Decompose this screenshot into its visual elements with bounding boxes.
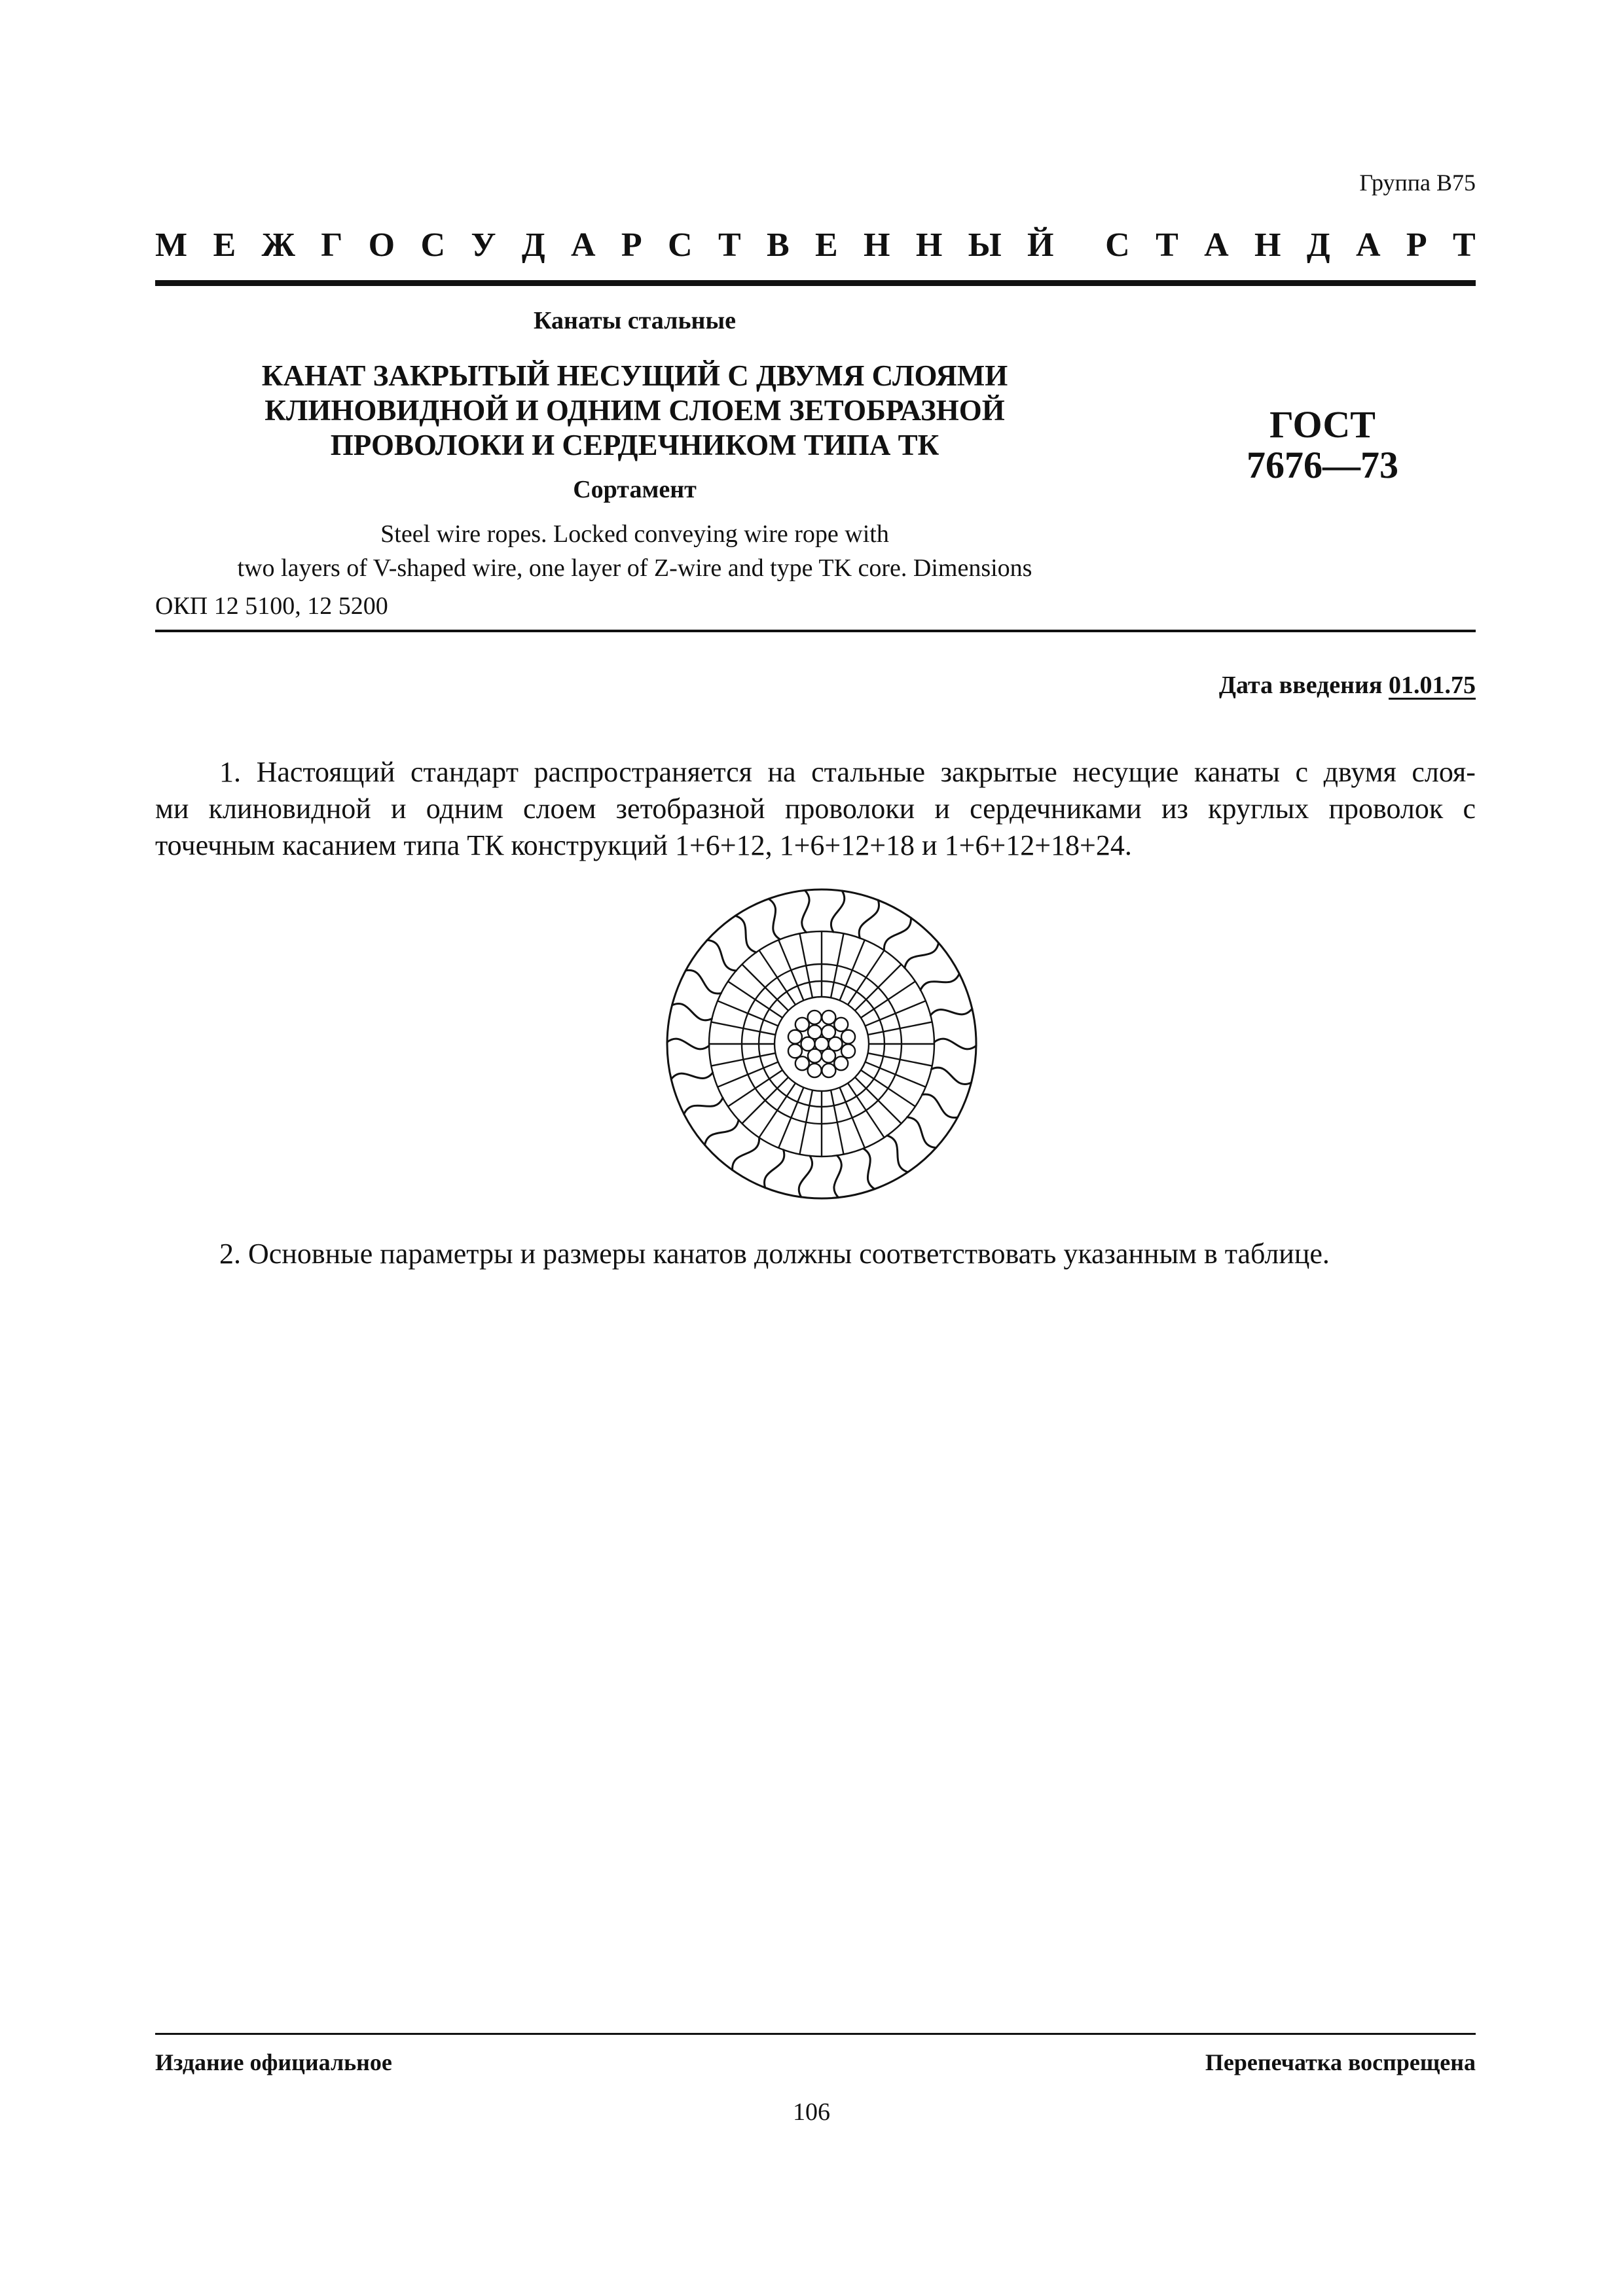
z-wire [733,1138,759,1170]
core-wire [822,1064,835,1077]
v-wire-divider [742,964,788,1011]
okp-code: ОКП 12 5100, 12 5200 [155,592,388,620]
document-title [155,359,1114,463]
core-wire [822,1049,835,1063]
paragraph-line: точечным касанием типа ТК конструкций 1+6+12, 1+6+12+18 и 1+6+12+18+24. [155,829,1132,861]
english-title-line: two layers of V-shaped wire, one layer of Z-wire and type TK core. Dimensions [237,554,1032,582]
word: стальные [811,756,926,788]
banner-letter: Е [213,226,236,264]
banner-letter: А [1204,226,1229,264]
page-number: 106 [793,2098,830,2126]
word: стандарт [410,756,519,788]
banner-letter: Т [1156,226,1178,264]
word: клиновидной [208,793,371,825]
v-wire-divider [840,940,865,1000]
paragraph-1 [155,754,1476,864]
z-wire [864,1149,875,1189]
v-wire-divider [718,1001,778,1026]
v-wire-divider [718,1062,778,1087]
rope-cross-section-figure [661,884,982,1204]
word: проволок [1328,793,1444,825]
v-wire-divider [778,940,803,1000]
z-wire [859,900,879,938]
subject-heading: Канаты стальные [534,307,736,334]
v-wire-divider [728,981,782,1018]
gost-label: ГОСТ [1269,403,1376,446]
word: ми [155,793,189,825]
banner-letter: Н [915,226,943,264]
v-wire-divider [855,964,902,1011]
z-wire [764,1150,784,1188]
introduction-date [1219,671,1476,700]
banner-letter: Е [815,226,838,264]
word: Настоящий [256,756,395,788]
banner-letter: В [766,226,790,264]
word: слоя- [1412,756,1476,788]
title-line: ПРОВОЛОКИ И СЕРДЕЧНИКОМ ТИПА ТК [330,429,939,461]
v-wire-divider [759,950,795,1005]
banner-letter: У [471,226,496,264]
banner-letter: Р [1406,226,1427,264]
v-wire-divider [840,1088,865,1148]
banner-letter: С [1105,226,1130,264]
paragraph-line [155,754,1476,791]
word: из [1161,793,1188,825]
z-wire [934,1039,976,1049]
v-wire-divider [848,950,884,1005]
z-wire [905,943,939,968]
paragraph-2: 2. Основные параметры и размеры канатов должны соответствовать указанным в таблице. [219,1238,1330,1270]
gost-designation [1172,404,1473,486]
z-wire [672,1004,712,1020]
v-wire-divider [855,1077,902,1124]
v-wire-divider [728,1070,782,1107]
word: проволоки [784,793,915,825]
title-line: КЛИНОВИДНОЙ И ОДНИМ СЛОЕМ ЗЕТОБРАЗНОЙ [264,394,1005,427]
banner-letter: А [571,226,596,264]
word: сердечниками [970,793,1142,825]
english-title-line: Steel wire ropes. Locked conveying wire rope with [380,520,889,548]
v-wire-divider [866,1001,926,1026]
paragraph-line [155,791,1476,827]
word: одним [426,793,503,825]
core-wire [795,1056,809,1070]
z-wire [667,1039,709,1049]
title-line: КАНАТ ЗАКРЫТЫЙ НЕСУЩИЙ С ДВУМЯ СЛОЯМИ [261,359,1008,392]
z-wire [769,899,780,939]
banner-letter: С [668,226,693,264]
z-wire [735,916,756,952]
banner-letter: Д [521,226,545,264]
z-wire [704,1120,739,1145]
z-wire [707,940,736,971]
banner-letter: О [368,226,395,264]
core-wire [795,1018,809,1031]
word: на [767,756,796,788]
word: двумя [1323,756,1396,788]
banner-letter: Р [621,226,642,264]
banner-letter: Ж [261,226,295,264]
core-wire [808,1025,822,1039]
introduction-date-value: 01.01.75 [1389,672,1476,699]
z-wire [684,1098,723,1114]
group-code: Группа В75 [1359,170,1476,196]
v-wire-divider [778,1088,803,1148]
word: несущие [1072,756,1179,788]
banner-letter: С [420,226,446,264]
v-wire-divider [848,1083,884,1138]
z-wire [799,1156,812,1197]
reprint-prohibited-note: Перепечатка воспрещена [1205,2049,1476,2075]
z-wire [932,1067,972,1084]
official-edition-note: Издание официальное [155,2049,392,2075]
z-wire [921,974,959,990]
word: с [1463,793,1476,825]
z-wire [930,1009,972,1015]
gost-number: 7676—73 [1247,444,1398,486]
banner-letter: Т [718,226,741,264]
v-wire-divider [861,981,915,1018]
v-wire-divider [866,1062,926,1087]
banner-letter: А [1355,226,1381,264]
title-block-rule [155,630,1476,632]
z-wire [887,1136,908,1172]
word: и [391,793,407,825]
word: закрытые [940,756,1057,788]
z-wire [831,891,844,932]
z-wire [884,918,911,950]
v-wire-divider [759,1083,795,1138]
core-wire [788,1030,802,1044]
word: распространяется [534,756,752,788]
word: зетобразной [615,793,765,825]
word: канаты [1194,756,1280,788]
core-wire [834,1018,848,1031]
banner-letter: Г [321,226,343,264]
core-wire [822,1025,835,1039]
header-rule [155,280,1476,286]
banner-letter: М [155,226,188,264]
word: слоем [523,793,596,825]
word: с [1295,756,1309,788]
z-wire [907,1117,936,1148]
z-wire [685,970,721,994]
banner-letter: Н [864,226,890,264]
interstate-standard-banner [155,226,1476,264]
v-wire-divider [861,1070,915,1107]
english-title [155,517,1114,585]
core-wire [822,1011,835,1024]
word: и [934,793,950,825]
core-wire [841,1030,855,1044]
z-wire [802,890,809,932]
banner-letter: Й [1027,226,1054,264]
word: круглых [1208,793,1309,825]
z-wire [671,1073,712,1079]
document-subtitle: Сортамент [573,476,697,503]
banner-letter: Н [1254,226,1281,264]
introduction-label: Дата введения [1218,672,1383,699]
banner-letter: Ы [968,226,1002,264]
core-wire [841,1044,855,1058]
core-wire [808,1064,822,1077]
core-wire [808,1011,822,1024]
core-wire [834,1056,848,1070]
core-wire [788,1044,802,1058]
z-wire [922,1094,958,1118]
word: 1. [219,756,241,788]
banner-letter: Т [1452,226,1476,264]
z-wire [834,1155,841,1197]
footer-rule [155,2033,1476,2035]
v-wire-divider [742,1077,788,1124]
banner-letter: Д [1306,226,1330,264]
